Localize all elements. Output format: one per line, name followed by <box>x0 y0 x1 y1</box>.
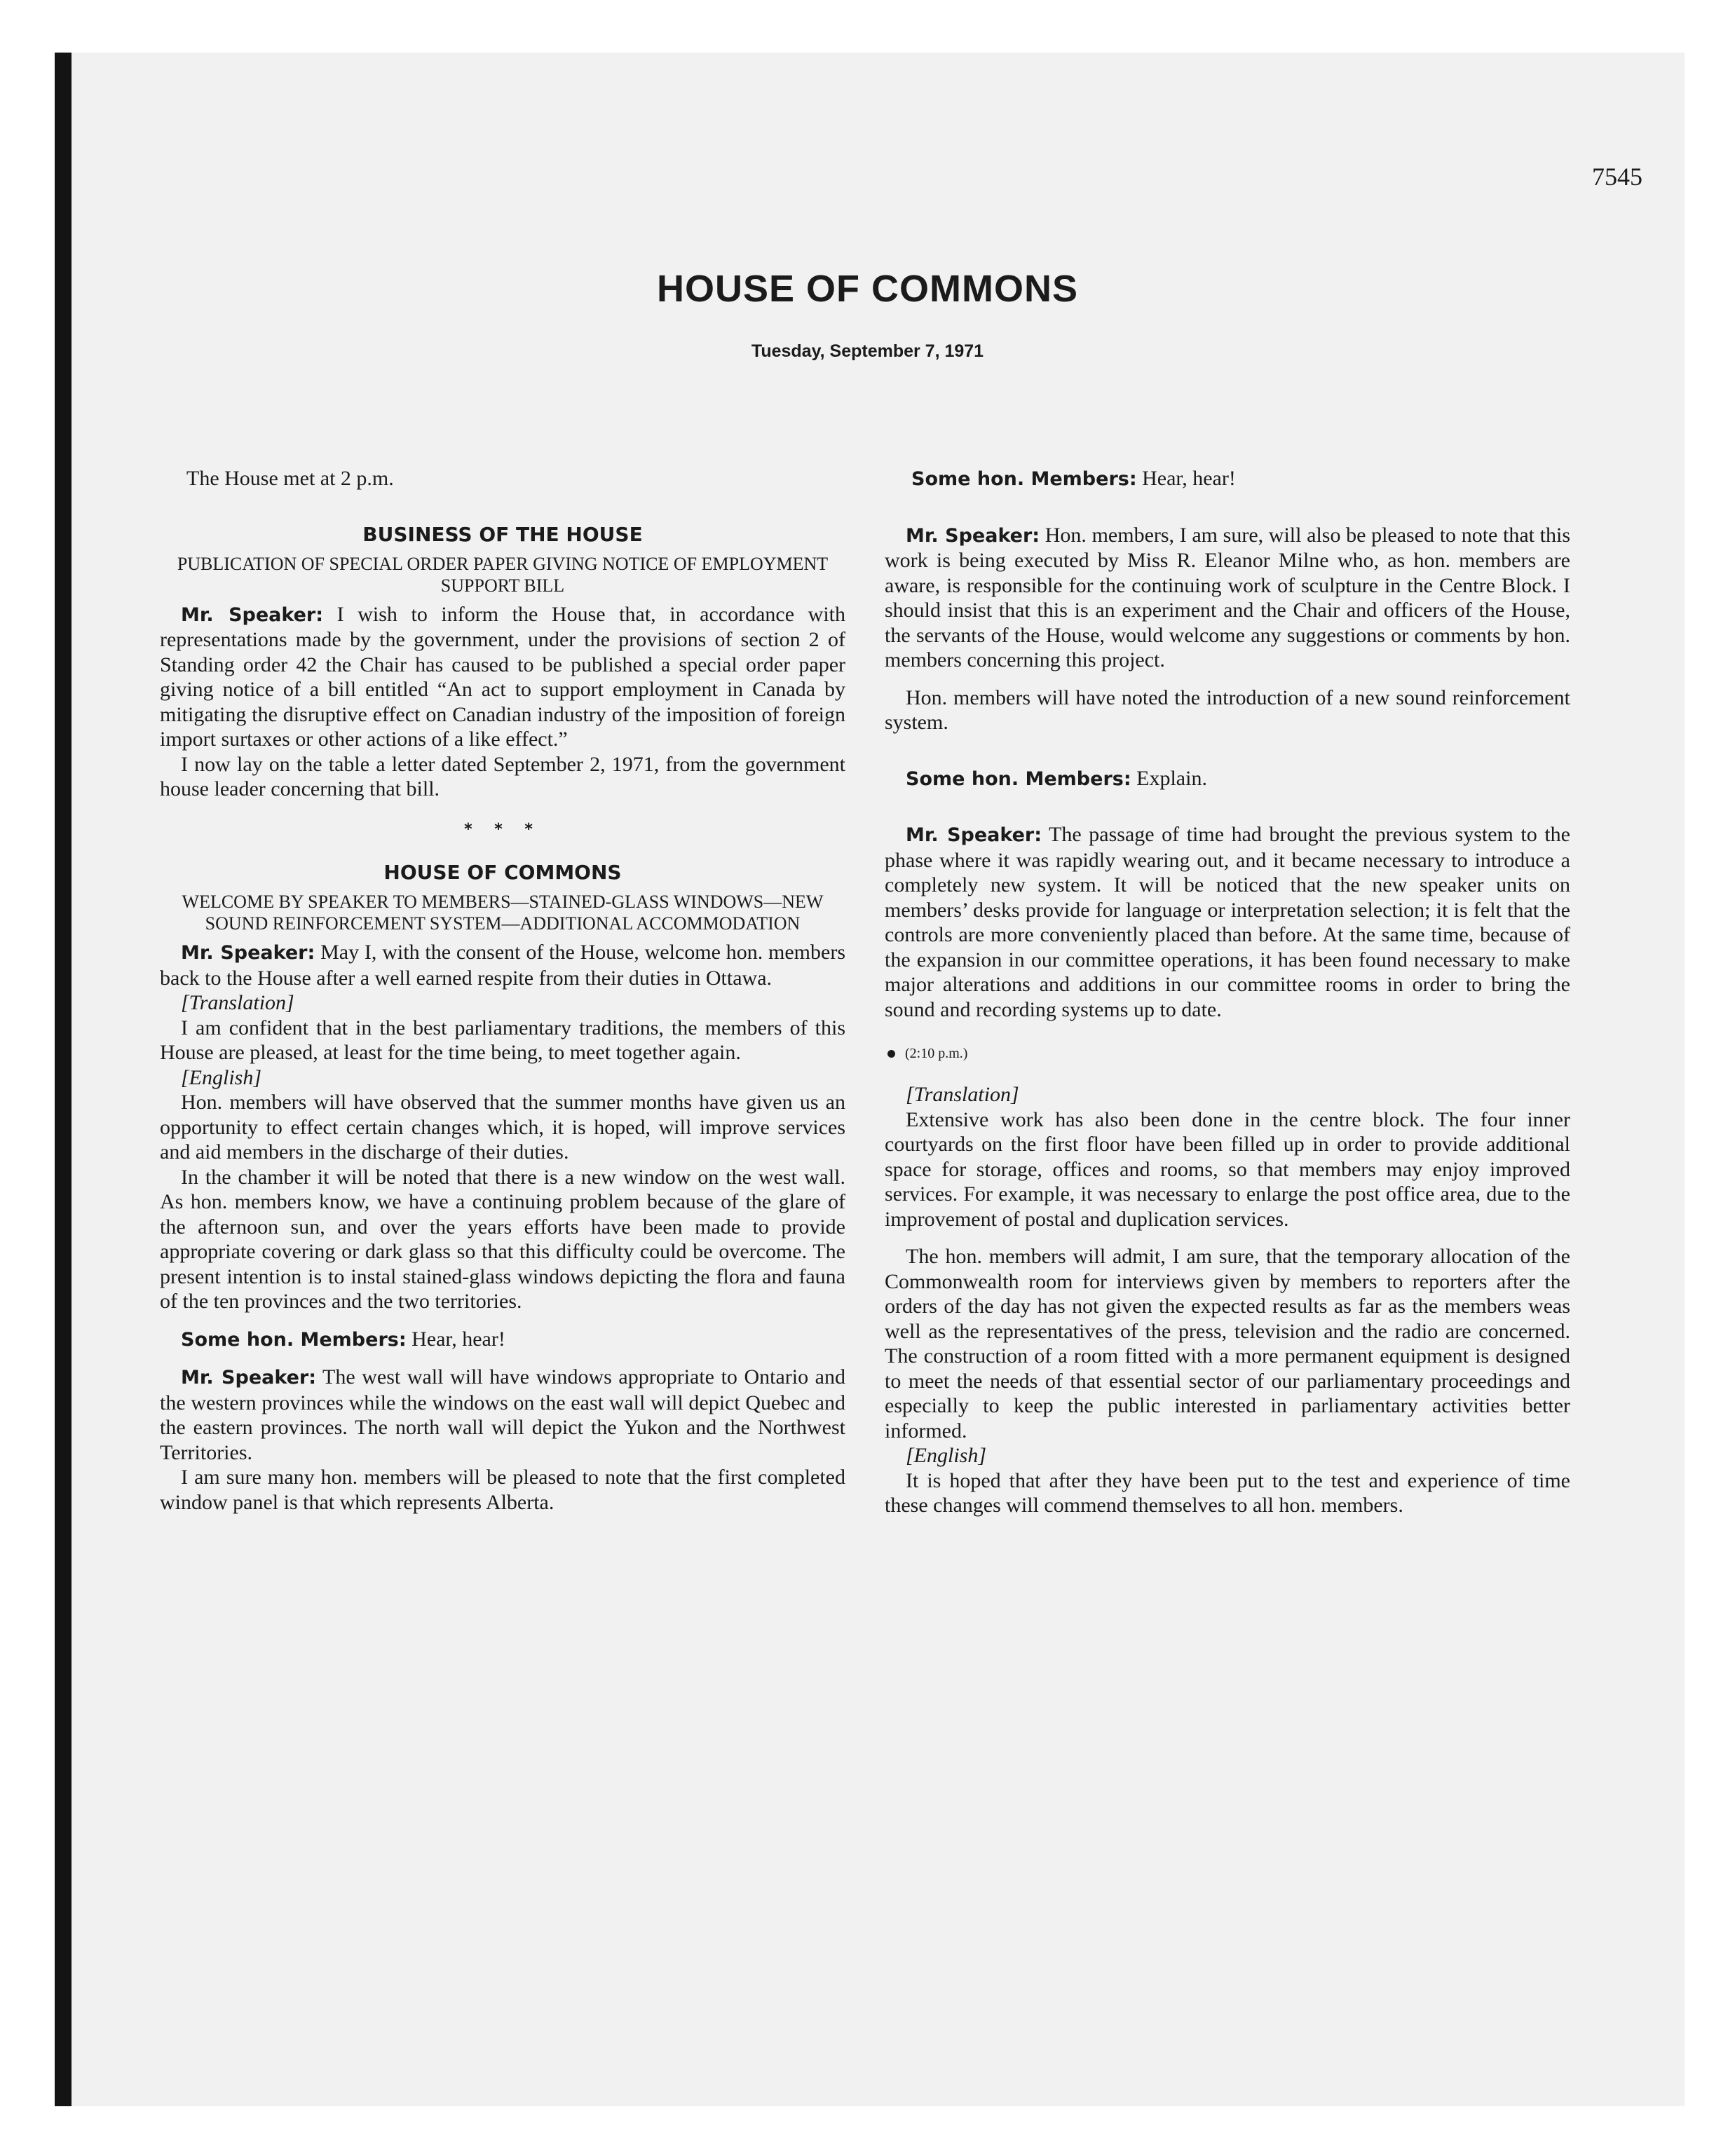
opening-line: The House met at 2 p.m. <box>186 467 394 490</box>
masthead-title: HOUSE OF COMMONS <box>656 268 1078 310</box>
section-heading-house: HOUSE OF COMMONS <box>383 861 622 884</box>
paragraph <box>160 1365 845 1465</box>
translation-marker: [Translation] <box>181 991 294 1014</box>
paragraph-text: I wish to inform the House that, in accordance with representations made by the government, under the provisions of section 2 of Standing order 42 the Chair has caused to be published a special order paper giving notice of a bill entitled “An act to support employment in Canada by mitigating the disruptive effect on Canadian industry of the imposition of foreign import surtaxes or other actions of a like effect.” <box>160 602 845 751</box>
paragraph <box>160 602 845 752</box>
speaker-label: Mr. Speaker: <box>181 603 324 626</box>
masthead-date: Tuesday, September 7, 1971 <box>751 341 984 361</box>
speaker-label: Mr. Speaker: <box>906 824 1042 846</box>
speaker-label: Mr. Speaker: <box>181 942 315 964</box>
paragraph <box>160 1327 845 1353</box>
paragraph: Extensive work has also been done in the centre block. The four inner courtyards on the first floor have been filled up in order to provide additional space for storage, offices and rooms, so that members may enjoy improved services. For example, it was necessary to enlarge the post office area, due to the improvement of postal and duplication services. <box>885 1107 1570 1231</box>
paragraph: I am confident that in the best parliamentary traditions, the members of this House are pleased, at least for the time being, to meet together again. <box>160 1016 845 1064</box>
section-subheading-welcome: WELCOME BY SPEAKER TO MEMBERS—STAINED-GLASS WINDOWS—NEW SOUND REINFORCEMENT SYSTEM—ADDITIONAL ACCOMMODATION <box>182 892 824 934</box>
paragraph: In the chamber it will be noted that there is a new window on the west wall. As hon. members know, we have a continuing problem because of the glare of the afternoon sun, and over the years efforts have been made to provide appropriate covering or dark glass so that this difficulty could be overcome. The present intention is to instal stained-glass windows depicting the flora and fauna of the ten provinces and the two territories. <box>160 1165 845 1313</box>
speaker-label: Mr. Speaker: <box>906 524 1040 547</box>
translation-marker: [Translation] <box>906 1083 1019 1106</box>
paragraph: It is hoped that after they have been put to the test and experience of time these changes will commend themselves to all hon. members. <box>885 1468 1570 1517</box>
english-marker: [English] <box>181 1065 262 1089</box>
time-stamp-text: (2:10 p.m.) <box>905 1046 968 1061</box>
speaker-label: Some hon. Members: <box>911 468 1137 490</box>
section-subheading-publication: PUBLICATION OF SPECIAL ORDER PAPER GIVING NOTICE OF EMPLOYMENT SUPPORT BILL <box>177 553 829 596</box>
paragraph <box>885 466 1570 492</box>
paragraph <box>885 822 1570 1022</box>
paragraph-text: Explain. <box>1131 766 1207 790</box>
paragraph: The hon. members will admit, I am sure, that the temporary allocation of the Commonwealth room for interviews given by members to reporters after the orders of the day has not given the expected results as far as the members weas well as the representatives of the press, television and the radio are concerned. The construction of a room fitted with a more permanent equipment is designed to meet the needs of that essential sector of our parliamentary proceedings and especially to keep the public interested in parliamentary activities better informed. <box>885 1245 1570 1442</box>
left-column <box>160 466 845 1515</box>
speaker-label: Some hon. Members: <box>906 767 1131 790</box>
paragraph-text: Hear, hear! <box>1136 467 1236 490</box>
section-heading-business: BUSINESS OF THE HOUSE <box>362 522 643 546</box>
bullet-icon <box>887 1050 895 1058</box>
paragraph <box>885 766 1570 792</box>
paragraph-text: Hear, hear! <box>406 1327 505 1351</box>
page-number: 7545 <box>1592 163 1642 191</box>
paragraph <box>160 940 845 990</box>
paragraph-text: Hon. members, I am sure, will also be pleased to note that this work is being executed by Miss R. Eleanor Milne who, as hon. members are aware, is responsible for the continuing work of sculpture in the Centre Block. I should insist that this is an experiment and the Chair and officers of the House, the servants of the House, would welcome any suggestions or comments by hon. members concerning this project. <box>885 523 1570 671</box>
paragraph-text: May I, with the consent of the House, welcome hon. members back to the House after a well earned respite from their duties in Ottawa. <box>160 941 845 990</box>
section-separator: * * * <box>464 820 541 838</box>
right-column <box>885 466 1570 1518</box>
paragraph-text: The west wall will have windows appropriate to Ontario and the western provinces while the windows on the east wall will depict Quebec and the eastern provinces. The north wall will depict the Yukon and the Northwest Territories. <box>160 1365 845 1464</box>
english-marker: [English] <box>906 1444 987 1467</box>
paragraph: Hon. members will have noted the introduction of a new sound reinforcement system. <box>885 685 1570 734</box>
paragraph-text: The passage of time had brought the previous system to the phase where it was rapidly wearing out, and it became necessary to introduce a completely new system. It will be noticed that the new speaker units on members’ desks provide for language or interpretation selection; it is felt that the controls are more conveniently placed than before. At the same time, because of the expansion in our committee operations, it has been found necessary to make major alterations and additions in our committee rooms in order to bring the sound and recording systems up to date. <box>885 823 1570 1021</box>
paragraph: I am sure many hon. members will be pleased to note that the first completed window panel is that which represents Alberta. <box>160 1466 845 1514</box>
time-stamp <box>885 1043 1570 1064</box>
speaker-label: Mr. Speaker: <box>181 1367 317 1389</box>
paragraph <box>885 523 1570 673</box>
paragraph: I now lay on the table a letter dated September 2, 1971, from the government house leader concerning that bill. <box>160 752 845 800</box>
paragraph: Hon. members will have observed that the summer months have given us an opportunity to effect certain changes which, it is hoped, will improve services and aid members in the discharge of their duties. <box>160 1091 845 1164</box>
speaker-label: Some hon. Members: <box>181 1328 407 1351</box>
